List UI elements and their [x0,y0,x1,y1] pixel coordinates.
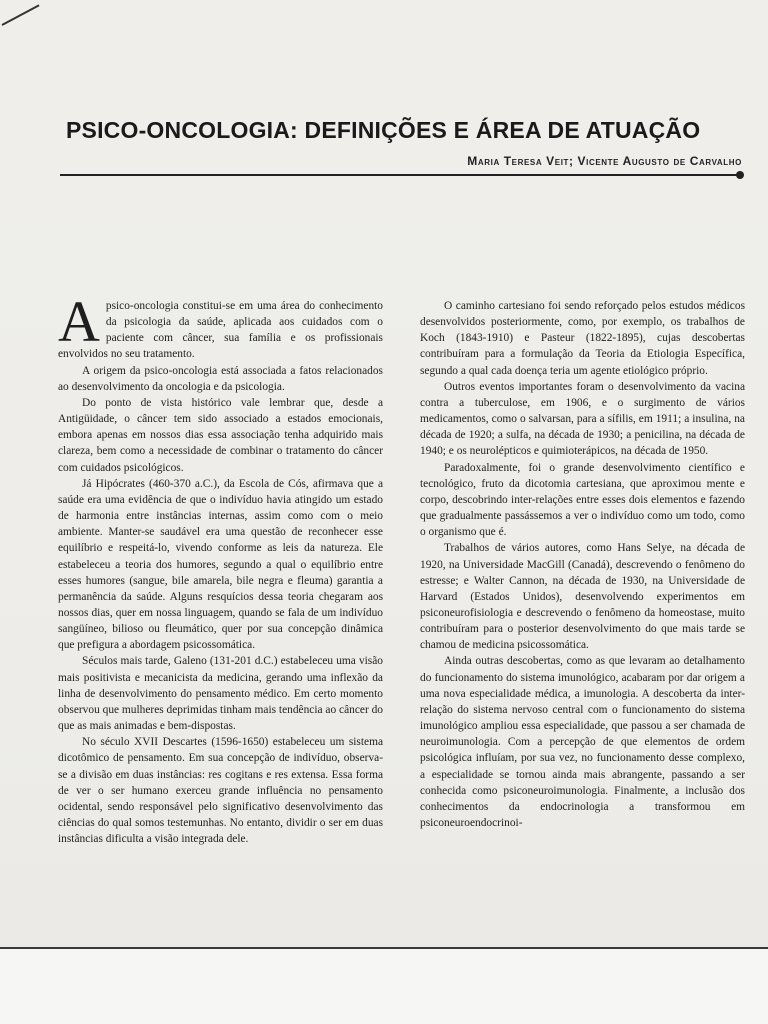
article-title: PSICO-ONCOLOGIA: DEFINIÇÕES E ÁREA DE ATUAÇÃO [66,117,701,143]
title-rule [60,174,740,176]
paragraph-text: psico-oncologia constitui-se em uma área do conhecimento da psicologia da saúde, aplicada aos cuidados com o paciente com câncer, sua família e os profissionais envolvidos no seu tratamento. [58,300,383,361]
paragraph: Já Hipócrates (460-370 a.C.), da Escola de Cós, afirmava que a saúde era uma evidência de que o indivíduo havia atingido um estado de harmonia entre instâncias internas, assim como com o meio ambiente. Manter-se saudável era uma questão de reconhecer esse equilíbrio e respeitá-lo, vivendo conforme as leis da natureza. Ele estabeleceu a teoria dos humores, segundo a qual o equilíbrio entre esses humores (sangue, bile amarela, bile negra e fleuma) garantia a permanência da saúde. Alguns resquícios dessa teoria chegaram aos nossos dias, quer em nossa linguagem, quando se fala de um indivíduo sangüíneo, bilioso ou fleumático, quer por sua concepção dinâmica que prefigura a abordagem psicossomática. [58,477,383,652]
paragraph: Outros eventos importantes foram o desenvolvimento da vacina contra a tuberculose, em 1906, e o surgimento de vários medicamentos, como o salvarsan, para a sífilis, em 1911; a insulina, na década de 1920; a sulfa, na década de 1930; a penicilina, na década de 1940; e os neurolépticos e quimioterápicos, na década de 1950. [420,380,745,458]
paragraph: A origem da psico-oncologia está associada a fatos relacionados ao desenvolvimento da oncologia e da psicologia. [58,364,383,393]
paragraph: Trabalhos de vários autores, como Hans Selye, na década de 1920, na Universidade MacGill (Canadá), descrevendo o fenômeno do estresse; e Walter Cannon, na década de 1930, na Universidade de Harvard (Estados Unidos), desenvolvendo experimentos em psiconeurofisiologia e descrevendo o fenômeno da homeostase, muito contribuíram para o posterior desenvolvimento do que mais tarde se chamou de medicina psicossomática. [420,542,745,652]
drop-cap: A [58,289,100,354]
article-authors: Maria Teresa Veit; Vicente Augusto de Carvalho [467,154,742,168]
paragraph [58,289,383,363]
paragraph: Do ponto de vista histórico vale lembrar que, desde a Antigüidade, o câncer tem sido associado a estados emocionais, embora apenas em nossos dias essa associação tenha adquirido mais clareza, bem como a necessidade de combinar o tratamento do câncer com cuidados psicológicos. [58,396,383,474]
text-column-right [420,298,745,831]
scan-background [0,949,768,1024]
text-column-left [58,289,383,847]
paragraph: O caminho cartesiano foi sendo reforçado pelos estudos médicos desenvolvidos posteriormente, como, por exemplo, os trabalhos de Koch (1843-1910) e Pasteur (1822-1895), cujas descobertas contribuíram para a formulação da Teoria da Etiologia Específica, segundo a qual cada doença teria um agente etiológico próprio. [420,300,745,377]
paragraph: Ainda outras descobertas, como as que levaram ao detalhamento do funcionamento do sistema imunológico, acabaram por dar origem a uma nova especialidade médica, a imunologia. A descoberta da inter-relação do sistema nervoso central com o funcionamento do sistema imunológico ampliou essa especialidade, que passou a ser chamada de neuroimunologia. Com a percepção de que elementos de ordem psicológica influíam, por sua vez, no funcionamento desse complexo, a especialidade se tornou ainda mais abrangente, passando a ser conhecida como psiconeuroimunologia. Finalmente, a inclusão dos conhecimentos da endocrinologia a transformou em psiconeuroendocrinoi- [420,655,745,829]
paragraph: Séculos mais tarde, Galeno (131-201 d.C.) estabeleceu uma visão mais positivista e mecanicista da medicina, gerando uma inflexão da linha de desenvolvimento do pensamento médico. Em certo momento observou que mulheres deprimidas tinham mais tendência ao câncer do que as mais animadas e bem-dispostas. [58,655,383,733]
title-rule-end-dot [736,171,744,179]
paragraph: Paradoxalmente, foi o grande desenvolvimento científico e tecnológico, fruto da dicotomia cartesiana, que aproximou mente e corpo, descobrindo inter-relações entre esses dois elementos e fazendo que gradualmente passássemos a ver o indivíduo como um todo, como o organismo que é. [420,461,745,539]
paragraph: No século XVII Descartes (1596-1650) estabeleceu um sistema dicotômico de pensamento. Em sua concepção de indivíduo, observa-se a divisão em duas instâncias: res cogitans e res extensa. Essa forma de ver o ser humano exerceu grande influência no pensamento ocidental, sendo responsável pelo significativo desenvolvimento das ciências do qual somos testemunhas. No entanto, dividir o ser em duas instâncias dificulta a visão integrada dele. [58,736,383,846]
corner-pen-mark [2,4,40,25]
